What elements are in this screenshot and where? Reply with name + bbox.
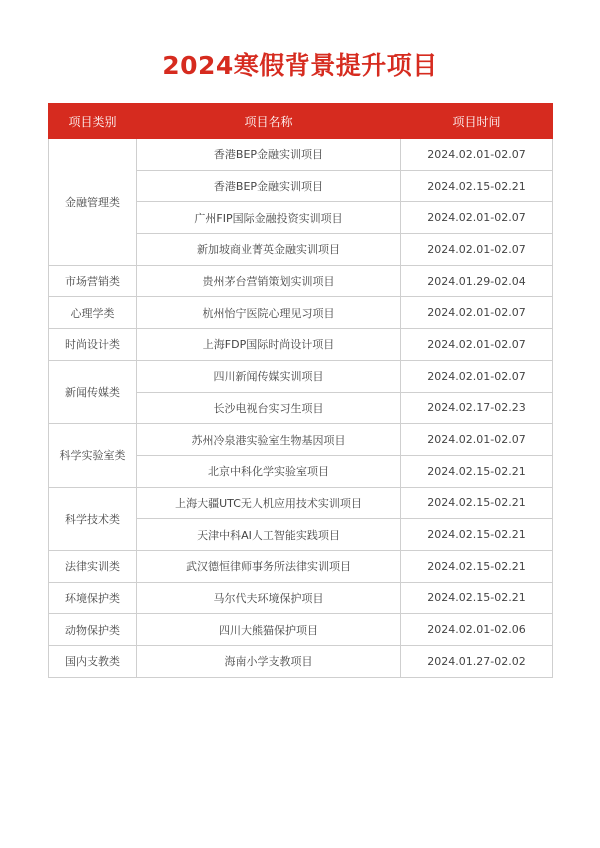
project-name-cell: 贵州茅台营销策划实训项目 bbox=[137, 265, 401, 297]
project-name-cell: 四川新闻传媒实训项目 bbox=[137, 360, 401, 392]
project-time-cell: 2024.02.15-02.21 bbox=[401, 455, 553, 487]
project-time-cell: 2024.02.01-02.07 bbox=[401, 360, 553, 392]
project-name-cell: 北京中科化学实验室项目 bbox=[137, 455, 401, 487]
category-cell: 科学技术类 bbox=[49, 487, 137, 550]
category-cell: 环境保护类 bbox=[49, 582, 137, 614]
project-name-cell: 上海大疆UTC无人机应用技术实训项目 bbox=[137, 487, 401, 519]
table-row bbox=[49, 329, 553, 361]
project-name-cell: 马尔代夫环境保护项目 bbox=[137, 582, 401, 614]
table-row bbox=[49, 265, 553, 297]
project-name-cell: 上海FDP国际时尚设计项目 bbox=[137, 329, 401, 361]
table-body bbox=[49, 139, 553, 678]
project-name-cell: 新加坡商业菁英金融实训项目 bbox=[137, 234, 401, 266]
project-name-cell: 苏州冷泉港实验室生物基因项目 bbox=[137, 424, 401, 456]
category-cell: 动物保护类 bbox=[49, 614, 137, 646]
table-row bbox=[49, 139, 553, 171]
project-time-cell: 2024.02.01-02.07 bbox=[401, 139, 553, 171]
project-name-cell: 四川大熊猫保护项目 bbox=[137, 614, 401, 646]
table-row bbox=[49, 614, 553, 646]
category-cell: 心理学类 bbox=[49, 297, 137, 329]
project-name-cell: 香港BEP金融实训项目 bbox=[137, 139, 401, 171]
table-row bbox=[49, 582, 553, 614]
header-category: 项目类别 bbox=[49, 104, 137, 139]
category-cell: 国内支教类 bbox=[49, 646, 137, 678]
table-row bbox=[49, 424, 553, 456]
project-time-cell: 2024.02.01-02.06 bbox=[401, 614, 553, 646]
table-row bbox=[49, 297, 553, 329]
header-project-time: 项目时间 bbox=[401, 104, 553, 139]
category-cell: 金融管理类 bbox=[49, 139, 137, 266]
table-row bbox=[49, 550, 553, 582]
project-time-cell: 2024.02.17-02.23 bbox=[401, 392, 553, 424]
project-name-cell: 武汉德恒律师事务所法律实训项目 bbox=[137, 550, 401, 582]
table-row bbox=[49, 487, 553, 519]
category-cell: 新闻传媒类 bbox=[49, 360, 137, 423]
category-cell: 法律实训类 bbox=[49, 550, 137, 582]
project-time-cell: 2024.02.15-02.21 bbox=[401, 487, 553, 519]
table-row bbox=[49, 646, 553, 678]
project-name-cell: 天津中科AI人工智能实践项目 bbox=[137, 519, 401, 551]
project-time-cell: 2024.02.01-02.07 bbox=[401, 329, 553, 361]
project-name-cell: 海南小学支教项目 bbox=[137, 646, 401, 678]
project-name-cell: 广州FIP国际金融投资实训项目 bbox=[137, 202, 401, 234]
project-time-cell: 2024.02.15-02.21 bbox=[401, 550, 553, 582]
project-time-cell: 2024.02.15-02.21 bbox=[401, 519, 553, 551]
category-cell: 科学实验室类 bbox=[49, 424, 137, 487]
project-time-cell: 2024.01.27-02.02 bbox=[401, 646, 553, 678]
project-name-cell: 杭州怡宁医院心理见习项目 bbox=[137, 297, 401, 329]
table-header-row bbox=[49, 104, 553, 139]
project-schedule-table bbox=[48, 103, 553, 678]
project-time-cell: 2024.02.15-02.21 bbox=[401, 582, 553, 614]
project-name-cell: 香港BEP金融实训项目 bbox=[137, 170, 401, 202]
page-title: 2024寒假背景提升项目 bbox=[162, 51, 438, 80]
project-time-cell: 2024.02.01-02.07 bbox=[401, 234, 553, 266]
table-row bbox=[49, 360, 553, 392]
project-time-cell: 2024.02.15-02.21 bbox=[401, 170, 553, 202]
category-cell: 时尚设计类 bbox=[49, 329, 137, 361]
header-project-name: 项目名称 bbox=[137, 104, 401, 139]
project-time-cell: 2024.02.01-02.07 bbox=[401, 424, 553, 456]
project-time-cell: 2024.01.29-02.04 bbox=[401, 265, 553, 297]
project-name-cell: 长沙电视台实习生项目 bbox=[137, 392, 401, 424]
project-time-cell: 2024.02.01-02.07 bbox=[401, 297, 553, 329]
project-time-cell: 2024.02.01-02.07 bbox=[401, 202, 553, 234]
category-cell: 市场营销类 bbox=[49, 265, 137, 297]
